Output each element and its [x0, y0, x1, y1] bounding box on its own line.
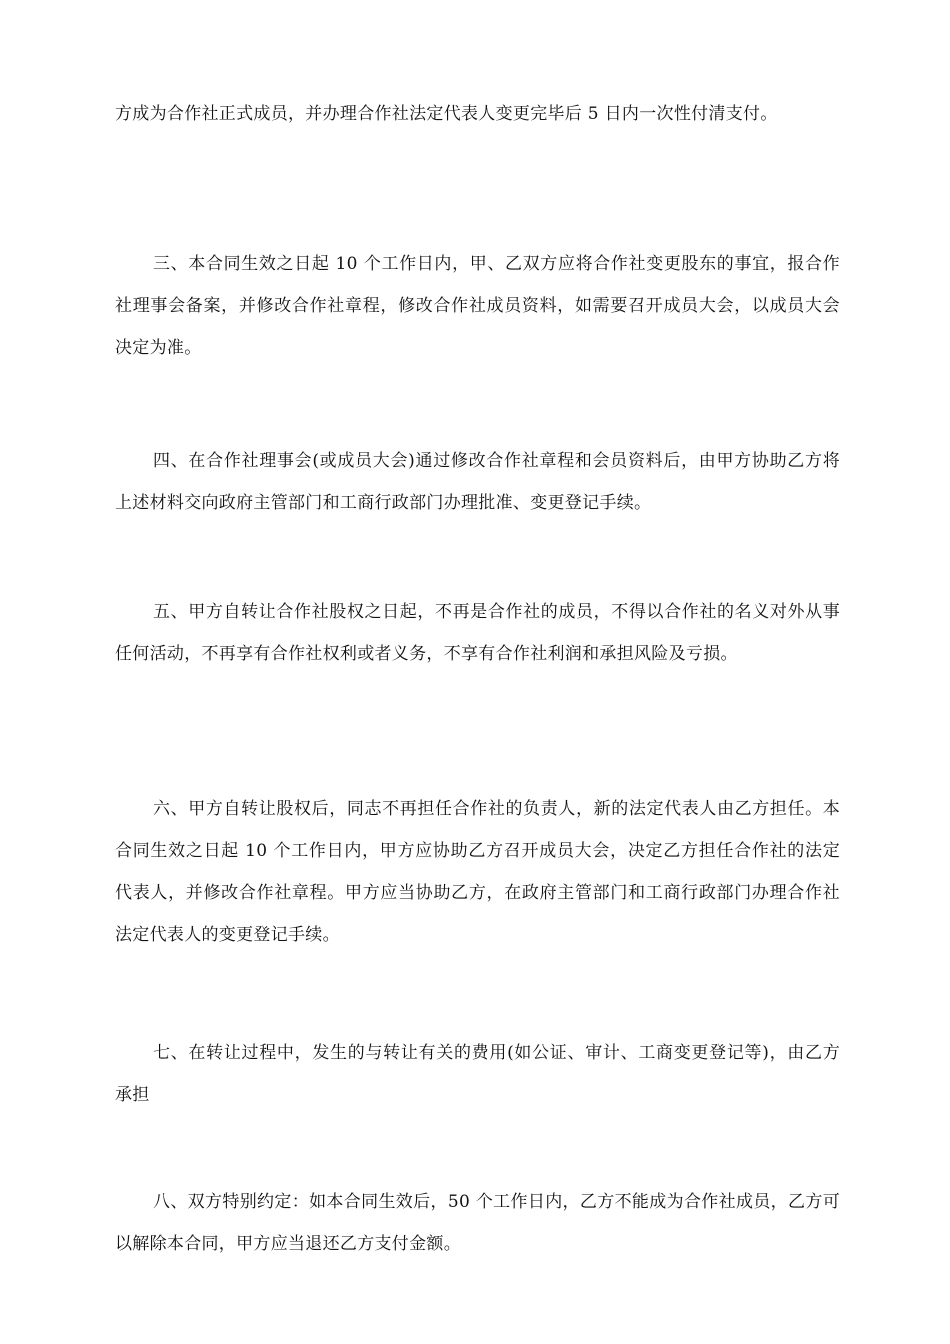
- paragraph-clause-8: 八、双方特别约定：如本合同生效后，50 个工作日内，乙方不能成为合作社成员，乙方可以解除本合同，甲方应当退还乙方支付金额。: [115, 1192, 840, 1254]
- paragraph-clause-5: 五、甲方自转让合作社股权之日起，不再是合作社的成员，不得以合作社的名义对外从事任何活动，不再享有合作社权利或者义务，不享有合作社利润和承担风险及亏损。: [115, 602, 840, 664]
- paragraph-clause-7: 七、在转让过程中，发生的与转让有关的费用(如公证、审计、工商变更登记等)，由乙方承担: [115, 1043, 840, 1105]
- paragraph-clause-3: 三、本合同生效之日起 10 个工作日内，甲、乙双方应将合作社变更股东的事宜，报合作社理事会备案，并修改合作社章程，修改合作社成员资料，如需要召开成员大会，以成员大会决定为准。: [115, 254, 840, 358]
- paragraph-clause-6: 六、甲方自转让股权后，同志不再担任合作社的负责人，新的法定代表人由乙方担任。本合同生效之日起 10 个工作日内，甲方应协助乙方召开成员大会，决定乙方担任合作社的法定代表人，并修改合作社章程。甲方应当协助乙方，在政府主管部门和工商行政部门办理合作社法定代表人的变更登记手续。: [115, 799, 840, 945]
- paragraph-clause-4: 四、在合作社理事会(或成员大会)通过修改合作社章程和会员资料后，由甲方协助乙方将上述材料交向政府主管部门和工商行政部门办理批准、变更登记手续。: [115, 451, 840, 513]
- paragraph-continuation: 方成为合作社正式成员，并办理合作社法定代表人变更完毕后 5 日内一次性付清支付。: [115, 104, 778, 124]
